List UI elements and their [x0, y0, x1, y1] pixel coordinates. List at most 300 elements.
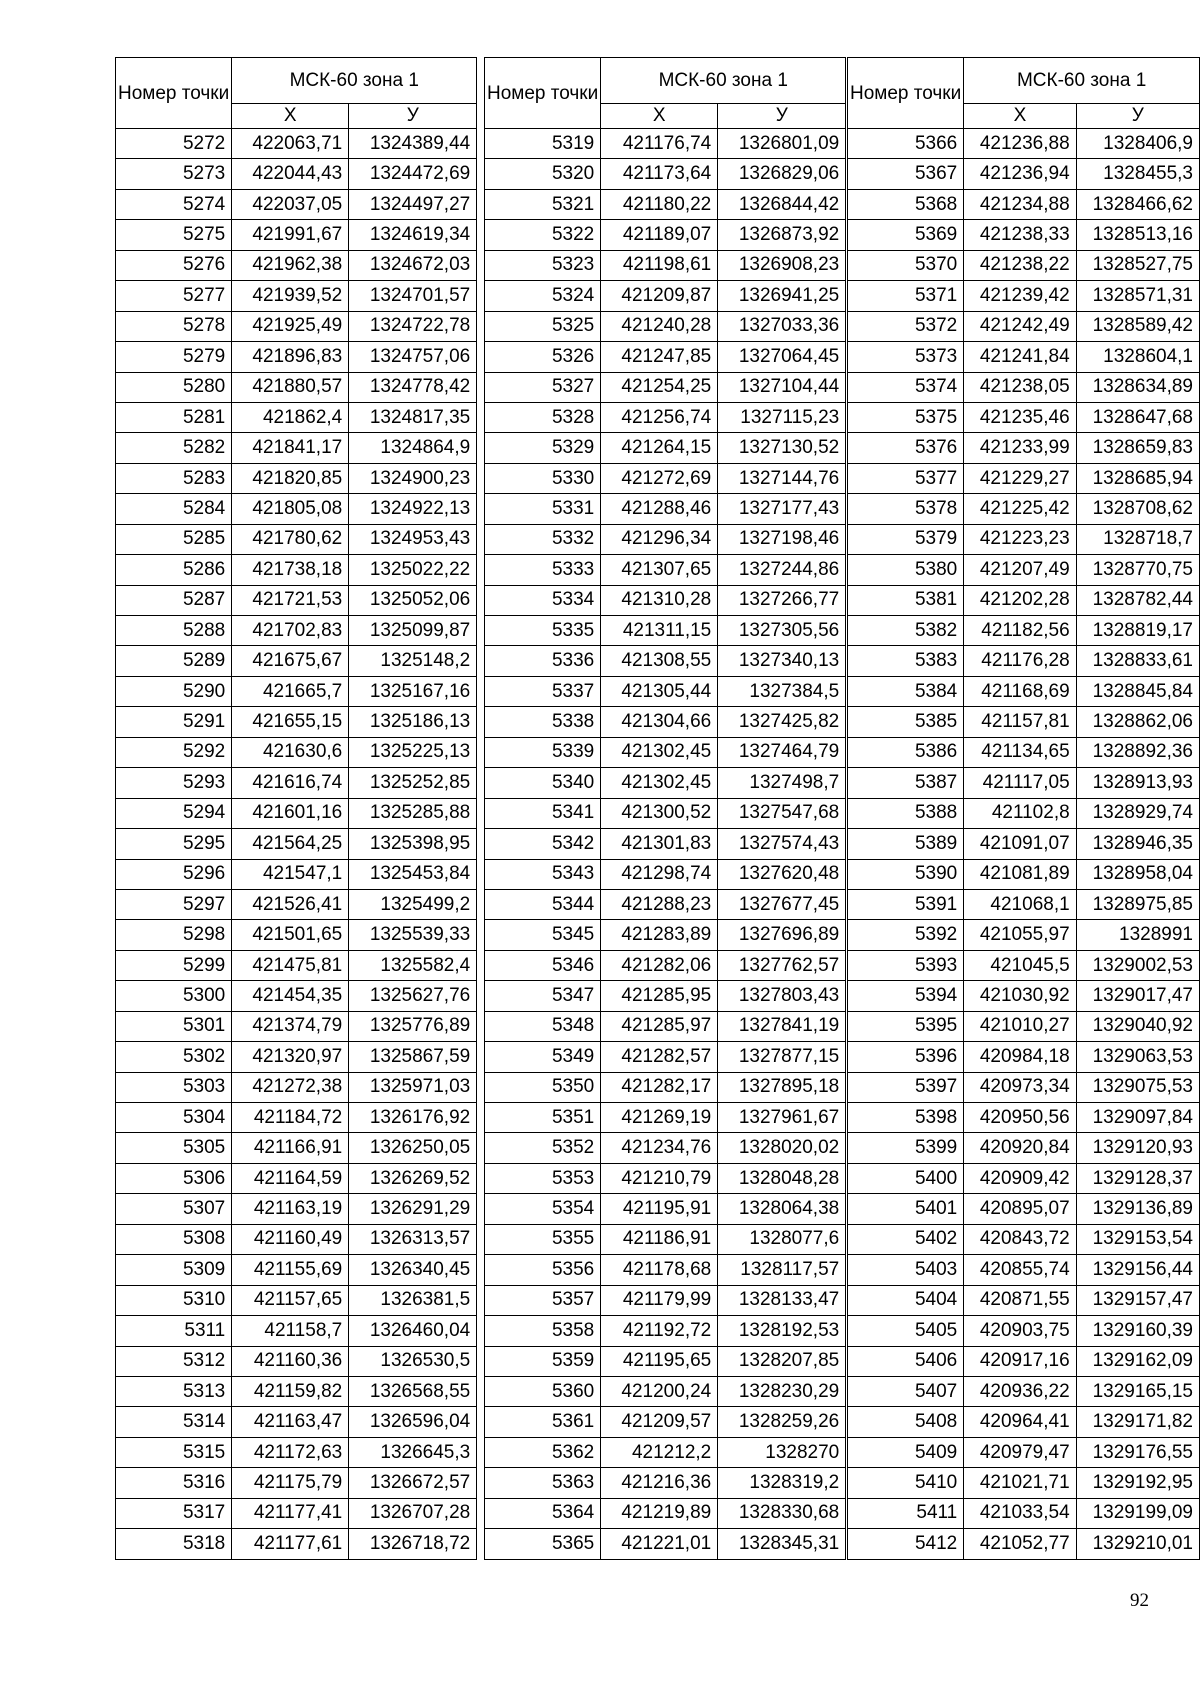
point-number-cell: 5301 — [116, 1011, 232, 1041]
point-number-cell: 5315 — [116, 1437, 232, 1467]
point-number-cell: 5376 — [848, 433, 964, 463]
table-row — [848, 1072, 1200, 1102]
point-number-cell: 5375 — [848, 402, 964, 432]
y-coordinate-cell: 1326250,05 — [349, 1133, 477, 1163]
point-number-cell: 5410 — [848, 1468, 964, 1498]
table-row — [116, 402, 477, 432]
y-coordinate-cell: 1327198,46 — [718, 524, 846, 554]
table-row — [116, 981, 477, 1011]
table-row — [116, 676, 477, 706]
table-row — [848, 585, 1200, 615]
point-number-cell: 5397 — [848, 1072, 964, 1102]
x-coordinate-cell: 421269,19 — [601, 1103, 718, 1133]
table-row — [848, 1224, 1200, 1254]
x-coordinate-cell: 421168,69 — [964, 676, 1076, 706]
y-coordinate-cell: 1327144,76 — [718, 463, 846, 493]
y-coordinate-cell: 1326568,55 — [349, 1376, 477, 1406]
y-coordinate-cell: 1327841,19 — [718, 1011, 846, 1041]
x-column-header: Х — [601, 104, 718, 129]
x-coordinate-cell: 421180,22 — [601, 189, 718, 219]
y-coordinate-cell: 1328782,44 — [1076, 585, 1199, 615]
x-coordinate-cell: 421200,24 — [601, 1376, 718, 1406]
y-coordinate-cell: 1329176,55 — [1076, 1437, 1199, 1467]
y-coordinate-cell: 1325022,22 — [349, 555, 477, 585]
table-row — [848, 1316, 1200, 1346]
y-coordinate-cell: 1326707,28 — [349, 1498, 477, 1528]
point-number-header: Номер точки — [848, 58, 964, 129]
x-coordinate-cell: 421178,68 — [601, 1255, 718, 1285]
point-number-cell: 5342 — [485, 829, 601, 859]
point-number-cell: 5412 — [848, 1529, 964, 1559]
table-row — [848, 189, 1200, 219]
y-coordinate-cell: 1325148,2 — [349, 646, 477, 676]
y-coordinate-cell: 1329192,95 — [1076, 1468, 1199, 1498]
y-coordinate-cell: 1329156,44 — [1076, 1255, 1199, 1285]
x-coordinate-cell: 421233,99 — [964, 433, 1076, 463]
table-row — [485, 1042, 846, 1072]
x-coordinate-cell: 421221,01 — [601, 1529, 718, 1559]
table-row — [848, 311, 1200, 341]
y-coordinate-cell: 1328048,28 — [718, 1163, 846, 1193]
x-coordinate-cell: 421239,42 — [964, 281, 1076, 311]
x-coordinate-cell: 421264,15 — [601, 433, 718, 463]
y-coordinate-cell: 1328634,89 — [1076, 372, 1199, 402]
y-coordinate-cell: 1329075,53 — [1076, 1072, 1199, 1102]
x-coordinate-cell: 421198,61 — [601, 250, 718, 280]
table-row — [116, 920, 477, 950]
table-row — [848, 1437, 1200, 1467]
table-row — [116, 1285, 477, 1315]
x-coordinate-cell: 421302,45 — [601, 768, 718, 798]
point-number-cell: 5359 — [485, 1346, 601, 1376]
table-row — [848, 433, 1200, 463]
y-coordinate-cell: 1328991 — [1076, 920, 1199, 950]
point-number-cell: 5361 — [485, 1407, 601, 1437]
point-number-cell: 5283 — [116, 463, 232, 493]
y-column-header: У — [1076, 104, 1199, 129]
point-number-cell: 5272 — [116, 129, 232, 159]
x-coordinate-cell: 421134,65 — [964, 737, 1076, 767]
point-number-cell: 5277 — [116, 281, 232, 311]
table-row — [116, 768, 477, 798]
table-row — [848, 220, 1200, 250]
x-coordinate-cell: 421238,22 — [964, 250, 1076, 280]
point-number-cell: 5391 — [848, 889, 964, 919]
y-coordinate-cell: 1327033,36 — [718, 311, 846, 341]
y-coordinate-cell: 1328064,38 — [718, 1194, 846, 1224]
table-row — [116, 1042, 477, 1072]
point-number-cell: 5403 — [848, 1255, 964, 1285]
x-coordinate-cell: 421229,27 — [964, 463, 1076, 493]
y-coordinate-cell: 1325398,95 — [349, 829, 477, 859]
point-number-cell: 5374 — [848, 372, 964, 402]
table-row — [116, 311, 477, 341]
table-row — [116, 1407, 477, 1437]
point-number-cell: 5366 — [848, 129, 964, 159]
point-number-cell: 5286 — [116, 555, 232, 585]
y-coordinate-cell: 1327877,15 — [718, 1042, 846, 1072]
x-coordinate-cell: 421176,28 — [964, 646, 1076, 676]
table-row — [485, 372, 846, 402]
table-row — [848, 1133, 1200, 1163]
point-number-cell: 5329 — [485, 433, 601, 463]
x-coordinate-cell: 422037,05 — [232, 189, 349, 219]
point-number-cell: 5322 — [485, 220, 601, 250]
table-row — [116, 281, 477, 311]
y-coordinate-cell: 1326941,25 — [718, 281, 846, 311]
y-coordinate-cell: 1328527,75 — [1076, 250, 1199, 280]
x-coordinate-cell: 421308,55 — [601, 646, 718, 676]
y-coordinate-cell: 1327803,43 — [718, 981, 846, 1011]
y-coordinate-cell: 1328330,68 — [718, 1498, 846, 1528]
y-coordinate-cell: 1328892,36 — [1076, 737, 1199, 767]
y-coordinate-cell: 1328406,9 — [1076, 129, 1199, 159]
table-row — [116, 1011, 477, 1041]
table-row — [848, 555, 1200, 585]
y-coordinate-cell: 1329171,82 — [1076, 1407, 1199, 1437]
y-coordinate-cell: 1326381,5 — [349, 1285, 477, 1315]
table-row — [485, 1498, 846, 1528]
x-coordinate-cell: 421189,07 — [601, 220, 718, 250]
y-coordinate-cell: 1328958,04 — [1076, 859, 1199, 889]
y-coordinate-cell: 1327305,56 — [718, 616, 846, 646]
x-coordinate-cell: 421238,33 — [964, 220, 1076, 250]
table-row — [116, 1072, 477, 1102]
table-row — [848, 402, 1200, 432]
y-coordinate-cell: 1324864,9 — [349, 433, 477, 463]
table-row — [485, 1316, 846, 1346]
table-row — [485, 1224, 846, 1254]
x-coordinate-cell: 421616,74 — [232, 768, 349, 798]
point-number-cell: 5305 — [116, 1133, 232, 1163]
point-number-cell: 5371 — [848, 281, 964, 311]
point-number-cell: 5319 — [485, 129, 601, 159]
table-row — [848, 1194, 1200, 1224]
x-coordinate-cell: 421305,44 — [601, 676, 718, 706]
y-coordinate-cell: 1326908,23 — [718, 250, 846, 280]
table-row — [116, 342, 477, 372]
y-coordinate-cell: 1325052,06 — [349, 585, 477, 615]
table-row — [848, 159, 1200, 189]
point-number-cell: 5383 — [848, 646, 964, 676]
y-coordinate-cell: 1327498,7 — [718, 768, 846, 798]
y-coordinate-cell: 1324497,27 — [349, 189, 477, 219]
point-number-cell: 5339 — [485, 737, 601, 767]
x-coordinate-cell: 421177,41 — [232, 1498, 349, 1528]
table-row — [848, 1042, 1200, 1072]
y-coordinate-cell: 1326844,42 — [718, 189, 846, 219]
table-row — [485, 585, 846, 615]
table-row — [485, 463, 846, 493]
y-coordinate-cell: 1325499,2 — [349, 889, 477, 919]
y-coordinate-cell: 1327384,5 — [718, 676, 846, 706]
y-coordinate-cell: 1325867,59 — [349, 1042, 477, 1072]
point-number-cell: 5306 — [116, 1163, 232, 1193]
x-coordinate-cell: 421780,62 — [232, 524, 349, 554]
point-number-cell: 5400 — [848, 1163, 964, 1193]
y-coordinate-cell: 1329160,39 — [1076, 1316, 1199, 1346]
y-coordinate-cell: 1328571,31 — [1076, 281, 1199, 311]
point-number-cell: 5407 — [848, 1376, 964, 1406]
table-row — [848, 1346, 1200, 1376]
x-coordinate-cell: 421285,97 — [601, 1011, 718, 1041]
y-coordinate-cell: 1326873,92 — [718, 220, 846, 250]
y-coordinate-cell: 1324953,43 — [349, 524, 477, 554]
y-coordinate-cell: 1327130,52 — [718, 433, 846, 463]
y-coordinate-cell: 1328718,7 — [1076, 524, 1199, 554]
table-row — [116, 950, 477, 980]
y-coordinate-cell: 1327464,79 — [718, 737, 846, 767]
y-coordinate-cell: 1328020,02 — [718, 1133, 846, 1163]
y-coordinate-cell: 1327961,67 — [718, 1103, 846, 1133]
table-row — [485, 798, 846, 828]
point-number-cell: 5304 — [116, 1103, 232, 1133]
table-row — [116, 1346, 477, 1376]
x-coordinate-cell: 420909,42 — [964, 1163, 1076, 1193]
x-coordinate-cell: 421247,85 — [601, 342, 718, 372]
point-number-cell: 5344 — [485, 889, 601, 919]
table-row — [116, 707, 477, 737]
y-coordinate-cell: 1327104,44 — [718, 372, 846, 402]
y-coordinate-cell: 1326269,52 — [349, 1163, 477, 1193]
y-coordinate-cell: 1326718,72 — [349, 1529, 477, 1559]
y-coordinate-cell: 1328929,74 — [1076, 798, 1199, 828]
x-coordinate-cell: 421021,71 — [964, 1468, 1076, 1498]
x-coordinate-cell: 421311,15 — [601, 616, 718, 646]
x-coordinate-cell: 421225,42 — [964, 494, 1076, 524]
table-row — [485, 129, 846, 159]
table-row — [116, 798, 477, 828]
x-coordinate-cell: 421307,65 — [601, 555, 718, 585]
point-number-cell: 5327 — [485, 372, 601, 402]
point-number-cell: 5337 — [485, 676, 601, 706]
y-coordinate-cell: 1325627,76 — [349, 981, 477, 1011]
y-coordinate-cell: 1324900,23 — [349, 463, 477, 493]
y-coordinate-cell: 1327340,13 — [718, 646, 846, 676]
table-row — [848, 494, 1200, 524]
x-coordinate-cell: 421163,19 — [232, 1194, 349, 1224]
table-row — [485, 342, 846, 372]
point-number-cell: 5394 — [848, 981, 964, 1011]
x-coordinate-cell: 421236,94 — [964, 159, 1076, 189]
point-number-header: Номер точки — [485, 58, 601, 129]
x-coordinate-cell: 421304,66 — [601, 707, 718, 737]
point-number-cell: 5276 — [116, 250, 232, 280]
x-coordinate-cell: 420950,56 — [964, 1103, 1076, 1133]
coordinate-table-1 — [115, 57, 477, 1560]
table-row — [485, 494, 846, 524]
y-coordinate-cell: 1328845,84 — [1076, 676, 1199, 706]
x-coordinate-cell: 421896,83 — [232, 342, 349, 372]
y-coordinate-cell: 1328345,31 — [718, 1529, 846, 1559]
point-number-cell: 5289 — [116, 646, 232, 676]
table-row — [116, 463, 477, 493]
point-number-cell: 5282 — [116, 433, 232, 463]
x-coordinate-cell: 421564,25 — [232, 829, 349, 859]
table-row — [116, 585, 477, 615]
y-coordinate-cell: 1326801,09 — [718, 129, 846, 159]
table-row — [116, 1255, 477, 1285]
x-coordinate-cell: 420855,74 — [964, 1255, 1076, 1285]
x-coordinate-cell: 421192,72 — [601, 1316, 718, 1346]
point-number-cell: 5335 — [485, 616, 601, 646]
point-number-cell: 5330 — [485, 463, 601, 493]
point-number-cell: 5311 — [116, 1316, 232, 1346]
y-coordinate-cell: 1324701,57 — [349, 281, 477, 311]
point-number-cell: 5388 — [848, 798, 964, 828]
y-coordinate-cell: 1325099,87 — [349, 616, 477, 646]
table-row — [848, 1407, 1200, 1437]
table-row — [116, 1529, 477, 1559]
point-number-cell: 5303 — [116, 1072, 232, 1102]
point-number-cell: 5321 — [485, 189, 601, 219]
table-row — [848, 707, 1200, 737]
point-number-cell: 5358 — [485, 1316, 601, 1346]
x-coordinate-cell: 421195,91 — [601, 1194, 718, 1224]
table-row — [848, 1468, 1200, 1498]
x-coordinate-cell: 421721,53 — [232, 585, 349, 615]
table-row — [848, 1529, 1200, 1559]
point-number-cell: 5381 — [848, 585, 964, 615]
point-number-cell: 5385 — [848, 707, 964, 737]
y-coordinate-cell: 1328770,75 — [1076, 555, 1199, 585]
y-coordinate-cell: 1328513,16 — [1076, 220, 1199, 250]
point-number-cell: 5343 — [485, 859, 601, 889]
y-coordinate-cell: 1328455,3 — [1076, 159, 1199, 189]
point-number-cell: 5314 — [116, 1407, 232, 1437]
y-coordinate-cell: 1328259,26 — [718, 1407, 846, 1437]
table-row — [848, 372, 1200, 402]
point-number-cell: 5365 — [485, 1529, 601, 1559]
table-row — [485, 889, 846, 919]
x-coordinate-cell: 421091,07 — [964, 829, 1076, 859]
table-row — [485, 1346, 846, 1376]
x-coordinate-cell: 421962,38 — [232, 250, 349, 280]
x-coordinate-cell: 421219,89 — [601, 1498, 718, 1528]
table-row — [485, 920, 846, 950]
point-number-cell: 5350 — [485, 1072, 601, 1102]
y-coordinate-cell: 1324757,06 — [349, 342, 477, 372]
y-coordinate-cell: 1324922,13 — [349, 494, 477, 524]
x-coordinate-cell: 421166,91 — [232, 1133, 349, 1163]
x-coordinate-cell: 420903,75 — [964, 1316, 1076, 1346]
table-row — [485, 981, 846, 1011]
table-row — [848, 768, 1200, 798]
x-coordinate-cell: 420979,47 — [964, 1437, 1076, 1467]
table-row — [116, 1316, 477, 1346]
x-coordinate-cell: 421302,45 — [601, 737, 718, 767]
point-number-cell: 5390 — [848, 859, 964, 889]
x-coordinate-cell: 421925,49 — [232, 311, 349, 341]
x-coordinate-cell: 421805,08 — [232, 494, 349, 524]
y-coordinate-cell: 1328862,06 — [1076, 707, 1199, 737]
table-row — [485, 1437, 846, 1467]
x-coordinate-cell: 421157,65 — [232, 1285, 349, 1315]
table-row — [116, 889, 477, 919]
y-coordinate-cell: 1326530,5 — [349, 1346, 477, 1376]
y-coordinate-cell: 1329136,89 — [1076, 1194, 1199, 1224]
point-number-cell: 5373 — [848, 342, 964, 372]
x-coordinate-cell: 421157,81 — [964, 707, 1076, 737]
point-number-cell: 5360 — [485, 1376, 601, 1406]
table-row — [848, 129, 1200, 159]
table-row — [116, 1468, 477, 1498]
table-row — [485, 829, 846, 859]
point-number-cell: 5379 — [848, 524, 964, 554]
point-number-cell: 5396 — [848, 1042, 964, 1072]
point-number-cell: 5382 — [848, 616, 964, 646]
table-row — [848, 950, 1200, 980]
table-row — [485, 737, 846, 767]
y-coordinate-cell: 1327425,82 — [718, 707, 846, 737]
table-row — [485, 768, 846, 798]
point-number-cell: 5274 — [116, 189, 232, 219]
table-row — [848, 463, 1200, 493]
table-row — [485, 402, 846, 432]
y-coordinate-cell: 1329063,53 — [1076, 1042, 1199, 1072]
table-row — [485, 189, 846, 219]
x-coordinate-cell: 420973,34 — [964, 1072, 1076, 1102]
point-number-cell: 5372 — [848, 311, 964, 341]
x-coordinate-cell: 421665,7 — [232, 676, 349, 706]
point-number-cell: 5406 — [848, 1346, 964, 1376]
point-number-cell: 5377 — [848, 463, 964, 493]
point-number-cell: 5297 — [116, 889, 232, 919]
y-coordinate-cell: 1329162,09 — [1076, 1346, 1199, 1376]
y-coordinate-cell: 1326829,06 — [718, 159, 846, 189]
point-number-cell: 5393 — [848, 950, 964, 980]
x-coordinate-cell: 421195,65 — [601, 1346, 718, 1376]
table-row — [116, 1224, 477, 1254]
point-number-cell: 5331 — [485, 494, 601, 524]
y-coordinate-cell: 1327266,77 — [718, 585, 846, 615]
x-coordinate-cell: 421454,35 — [232, 981, 349, 1011]
x-coordinate-cell: 421301,83 — [601, 829, 718, 859]
y-coordinate-cell: 1328207,85 — [718, 1346, 846, 1376]
y-coordinate-cell: 1327620,48 — [718, 859, 846, 889]
y-coordinate-cell: 1324472,69 — [349, 159, 477, 189]
point-number-cell: 5317 — [116, 1498, 232, 1528]
table-row — [485, 616, 846, 646]
point-number-cell: 5389 — [848, 829, 964, 859]
table-row — [116, 1437, 477, 1467]
x-coordinate-cell: 421210,79 — [601, 1163, 718, 1193]
x-coordinate-cell: 421475,81 — [232, 950, 349, 980]
table-row — [485, 555, 846, 585]
x-column-header: Х — [232, 104, 349, 129]
x-coordinate-cell: 421030,92 — [964, 981, 1076, 1011]
x-coordinate-cell: 421155,69 — [232, 1255, 349, 1285]
y-coordinate-cell: 1327177,43 — [718, 494, 846, 524]
point-number-cell: 5292 — [116, 737, 232, 767]
y-coordinate-cell: 1328833,61 — [1076, 646, 1199, 676]
x-coordinate-cell: 421298,74 — [601, 859, 718, 889]
table-row — [485, 250, 846, 280]
x-column-header: Х — [964, 104, 1076, 129]
table-row — [116, 189, 477, 219]
y-coordinate-cell: 1325971,03 — [349, 1072, 477, 1102]
x-coordinate-cell: 421033,54 — [964, 1498, 1076, 1528]
table-row — [848, 281, 1200, 311]
table-row — [116, 1103, 477, 1133]
point-number-cell: 5356 — [485, 1255, 601, 1285]
x-coordinate-cell: 421300,52 — [601, 798, 718, 828]
x-coordinate-cell: 421186,91 — [601, 1224, 718, 1254]
point-number-cell: 5347 — [485, 981, 601, 1011]
table-row — [116, 646, 477, 676]
y-coordinate-cell: 1328708,62 — [1076, 494, 1199, 524]
table-row — [485, 646, 846, 676]
